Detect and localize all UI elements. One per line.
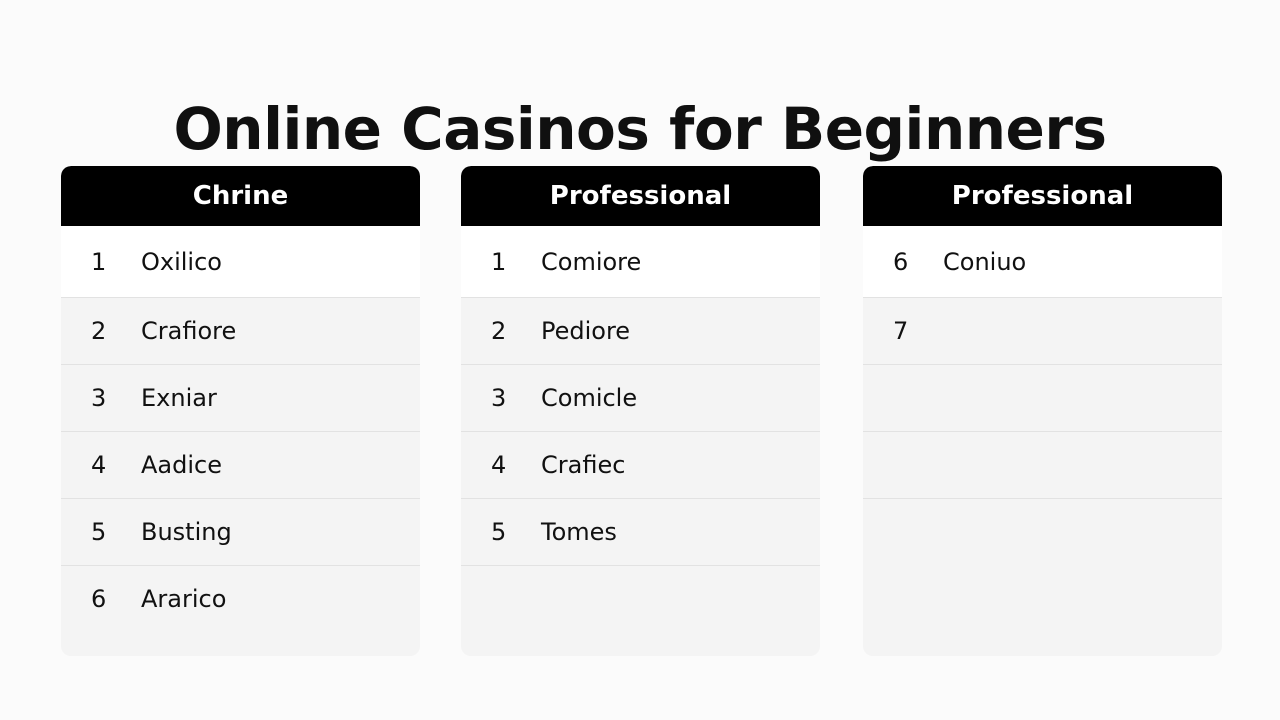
casino-name: Coniuo bbox=[943, 247, 1027, 276]
casino-name: Exniar bbox=[141, 384, 217, 412]
list-column-2 bbox=[461, 166, 820, 656]
rank-number: 1 bbox=[491, 247, 507, 276]
list-item[interactable] bbox=[61, 298, 420, 365]
rank-number: 4 bbox=[491, 451, 507, 479]
casino-name: Comicle bbox=[541, 384, 638, 412]
rank-number: 1 bbox=[91, 247, 107, 276]
casino-name: Comiore bbox=[541, 247, 642, 276]
casino-name: Tomes bbox=[541, 518, 617, 546]
rank-number: 7 bbox=[893, 317, 909, 345]
ranked-list bbox=[461, 226, 820, 566]
list-item[interactable] bbox=[61, 226, 420, 298]
list-item[interactable] bbox=[863, 226, 1222, 298]
casino-name: Busting bbox=[141, 518, 232, 546]
list-item[interactable] bbox=[461, 226, 820, 298]
list-item[interactable] bbox=[461, 432, 820, 499]
list-item[interactable] bbox=[461, 499, 820, 566]
list-item bbox=[863, 432, 1222, 499]
rank-number: 3 bbox=[491, 384, 507, 412]
column-header: Chrine bbox=[61, 166, 420, 226]
rank-number: 2 bbox=[491, 317, 507, 345]
rank-number: 5 bbox=[91, 518, 107, 546]
casino-name: Aadice bbox=[141, 451, 222, 479]
list-column-3 bbox=[863, 166, 1222, 656]
casino-name: Crafiec bbox=[541, 451, 626, 479]
column-header: Professional bbox=[863, 166, 1222, 226]
rank-number: 4 bbox=[91, 451, 107, 479]
rank-number: 6 bbox=[91, 585, 107, 613]
list-item[interactable] bbox=[61, 566, 420, 632]
casino-name: Oxilico bbox=[141, 247, 222, 276]
rank-number: 5 bbox=[491, 518, 507, 546]
casino-name: Pediore bbox=[541, 317, 631, 345]
casino-name: Ararico bbox=[141, 585, 227, 613]
list-item[interactable] bbox=[61, 432, 420, 499]
rank-number: 2 bbox=[91, 317, 107, 345]
ranked-list bbox=[863, 226, 1222, 499]
page-title: Online Casinos for Beginners bbox=[173, 94, 1107, 163]
list-item[interactable] bbox=[61, 365, 420, 432]
ranked-list bbox=[61, 226, 420, 632]
list-item[interactable] bbox=[461, 365, 820, 432]
list-item[interactable] bbox=[863, 298, 1222, 365]
list-item[interactable] bbox=[461, 298, 820, 365]
list-item[interactable] bbox=[61, 499, 420, 566]
rank-number: 6 bbox=[893, 247, 909, 276]
rank-number: 3 bbox=[91, 384, 107, 412]
list-column-1 bbox=[61, 166, 420, 656]
column-header: Professional bbox=[461, 166, 820, 226]
list-item bbox=[863, 365, 1222, 432]
casino-name: Crafiore bbox=[141, 317, 237, 345]
